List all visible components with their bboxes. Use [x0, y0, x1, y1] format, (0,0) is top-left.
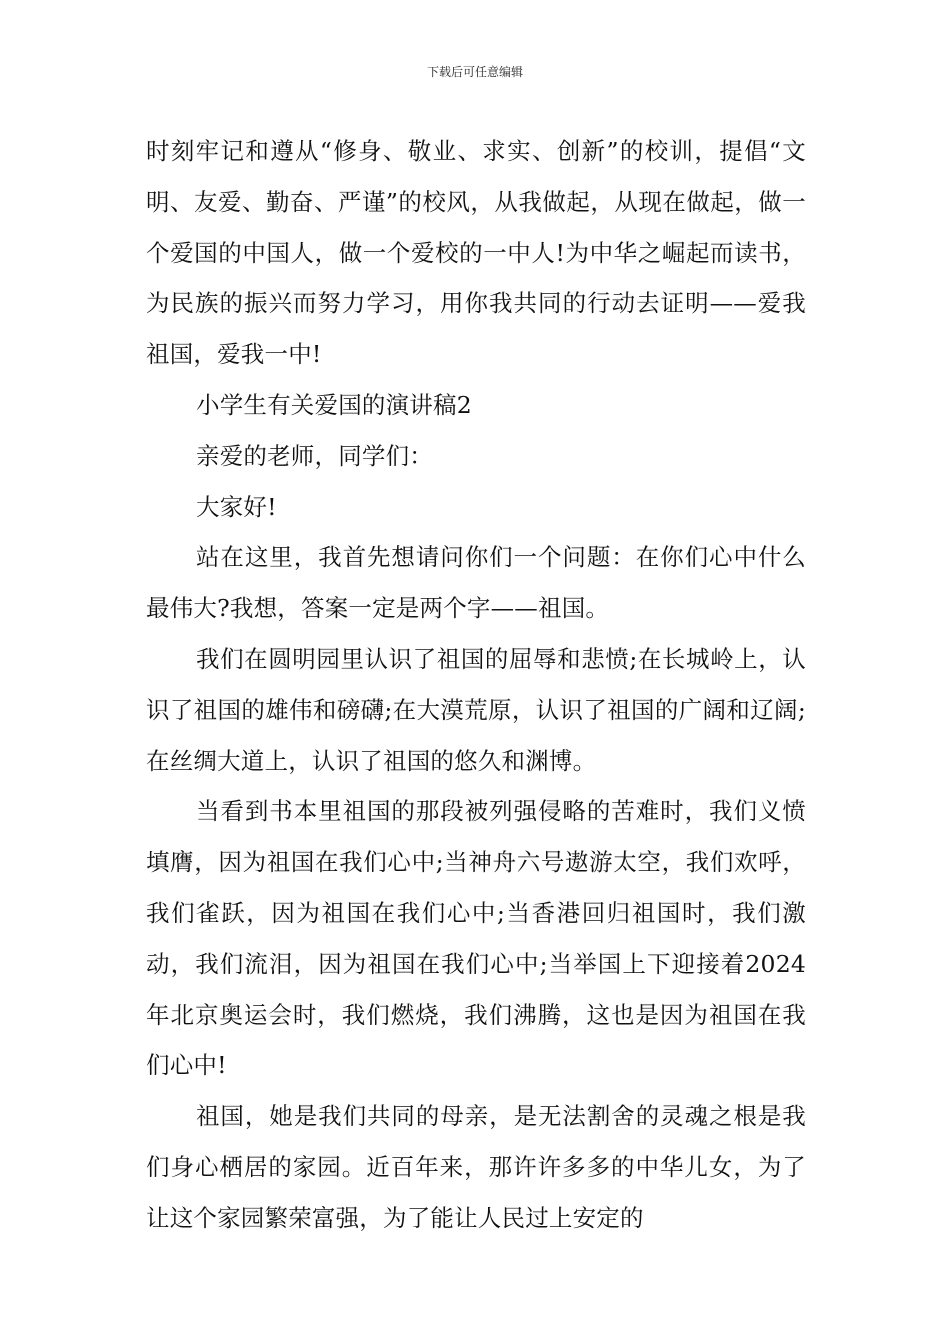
paragraph-continued: 时刻牢记和遵从“修身、敬业、求实、创新”的校训，提倡“文明、友爱、勤奋、严谨”的校风，从我做起，从现在做起，做一个爱国的中国人，做一个爱校的一中人!为中华之崛起而读书，为民族的振兴而努力学习，用你我共同的行动去证明——爱我祖国，爱我一中!: [146, 137, 806, 369]
page-header: 下载后可任意编辑: [426, 65, 523, 79]
paragraph-4: 祖国，她是我们共同的母亲，是无法割舍的灵魂之根是我们身心栖居的家园。近百年来，那许许多多的中华儿女，为了让这个家园繁荣富强，为了能让人民过上安定的: [146, 1102, 806, 1232]
document-body: [146, 126, 806, 1244]
salutation: 亲爱的老师，同学们：: [196, 441, 433, 470]
speech-title: 小学生有关爱国的演讲稿2: [196, 390, 472, 419]
paragraph-2: 我们在圆明园里认识了祖国的屈辱和悲愤;在长城岭上，认识了祖国的雄伟和磅礴;在大漠荒原，认识了祖国的广阔和辽阔;在丝绸大道上，认识了祖国的悠久和渊博。: [146, 644, 806, 775]
greeting: 大家好!: [196, 492, 277, 521]
paragraph-1: 站在这里，我首先想请问你们一个问题：在你们心中什么最伟大?我想，答案一定是两个字——祖国。: [146, 543, 806, 623]
paragraph-3: 当看到书本里祖国的那段被列强侵略的苦难时，我们义愤填膺，因为祖国在我们心中;当神舟六号遨游太空，我们欢呼，我们雀跃，因为祖国在我们心中;当香港回归祖国时，我们激动，我们流泪，因为祖国在我们心中;当举国上下迎接着2024年北京奥运会时，我们燃烧，我们沸腾，这也是因为祖国在我们心中!: [146, 797, 806, 1080]
